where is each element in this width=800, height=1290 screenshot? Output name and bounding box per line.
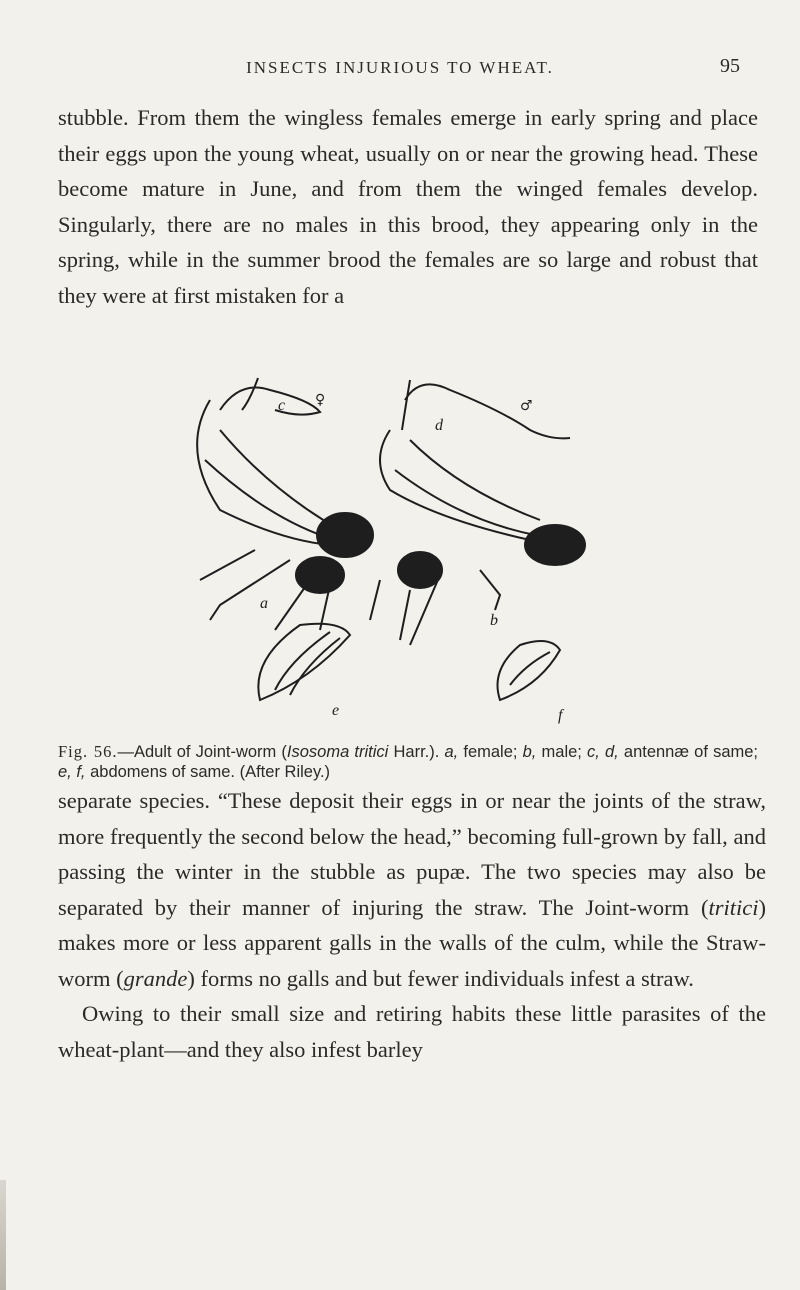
figure-caption bbox=[58, 742, 758, 782]
label-e: e bbox=[332, 702, 340, 719]
label-b: b bbox=[490, 612, 498, 629]
label-d: d bbox=[435, 417, 443, 434]
page-edge-stain bbox=[0, 1180, 6, 1290]
caption-fig-label: Fig. 56. bbox=[58, 742, 118, 761]
female-symbol-label: ♀ bbox=[315, 392, 326, 408]
bottom-text-3: ) forms no galls and but fewer individuals infest a straw. bbox=[187, 965, 694, 991]
caption-cd: c, d, bbox=[587, 743, 619, 761]
male-symbol-label: ♂ bbox=[520, 398, 533, 414]
bottom-grande: grande bbox=[123, 965, 188, 991]
caption-text-1: —Adult of Joint-worm ( bbox=[117, 743, 287, 761]
page-number: 95 bbox=[720, 55, 740, 77]
caption-b: b, bbox=[522, 743, 537, 761]
bottom-text-2: ) makes more or less apparent galls in the walls of the culm, while the Straw-worm ( bbox=[58, 894, 766, 991]
label-f: f bbox=[558, 707, 563, 724]
bottom-paragraph bbox=[58, 783, 766, 1067]
label-a: a bbox=[260, 595, 268, 612]
caption-text-6: abdomens of same. (After Riley.) bbox=[85, 763, 331, 781]
caption-text-5: antennæ of same; bbox=[618, 743, 758, 761]
figure-joint-worm bbox=[180, 370, 740, 740]
caption-species: Isosoma tritici bbox=[286, 743, 389, 761]
caption-text-4: male; bbox=[536, 743, 588, 761]
running-head: INSECTS INJURIOUS TO WHEAT. bbox=[246, 58, 554, 77]
bottom-text-1: separate species. “These deposit their eggs in or near the joints of the straw, more frequently the second below the head,” becoming full-grown by fall, and passing the winter in the stubble as pupæ. The two species may also be separated by their manner of injuring the straw. The Joint-worm ( bbox=[58, 788, 766, 920]
bottom-text-4: Owing to their small size and retiring habits these little parasites of the wheat-plant—and they also infest barley bbox=[58, 1001, 766, 1062]
top-paragraph: stubble. From them the wingless females emerge in early spring and place their eggs upon the young wheat, usually on or near the growing head. These become mature in June, and from them the winged females develop. Singularly, there are no males in this brood, they appearing only in the spring, while in the summer brood the females are so large and robust that they were at first mistaken for a bbox=[58, 105, 758, 308]
male-insect-illustration bbox=[370, 380, 585, 700]
bottom-tritici: tritici bbox=[708, 894, 759, 920]
caption-a: a, bbox=[444, 743, 459, 761]
caption-text-2: Harr.). bbox=[388, 743, 445, 761]
caption-ef: e, f, bbox=[58, 763, 86, 781]
caption-text-3: female; bbox=[458, 743, 523, 761]
label-c: c bbox=[278, 397, 286, 414]
female-insect-illustration bbox=[197, 378, 373, 700]
